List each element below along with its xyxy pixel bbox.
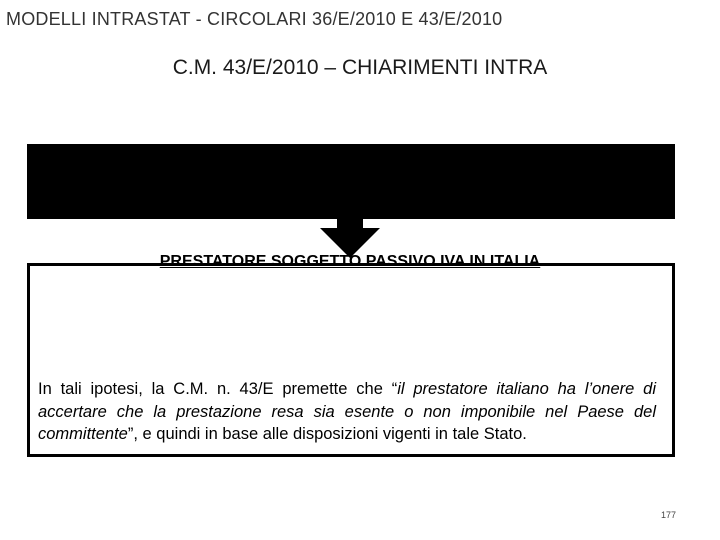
body-text-part1: In tali ipotesi, la C.M. n. 43/E premette che “ bbox=[38, 380, 398, 398]
body-paragraph bbox=[38, 378, 656, 446]
header-title: MODELLI INTRASTAT - CIRCOLARI 36/E/2010 E 43/E/2010 bbox=[6, 9, 503, 29]
slide-title: C.M. 43/E/2010 – CHIARIMENTI INTRA bbox=[172, 56, 548, 79]
page-number: 177 bbox=[660, 510, 676, 520]
body-text-part3: ”, e quindi in base alle disposizioni vigenti in tale Stato. bbox=[127, 425, 527, 443]
subject-label: PRESTATORE SOGGETTO PASSIVO IVA IN ITALIA bbox=[159, 253, 541, 270]
black-banner bbox=[27, 144, 675, 219]
body-text-quote: il prestatore italiano ha l’onere di accertare che la prestazione resa sia esente o non imponibile nel Paese del committente bbox=[38, 380, 656, 443]
